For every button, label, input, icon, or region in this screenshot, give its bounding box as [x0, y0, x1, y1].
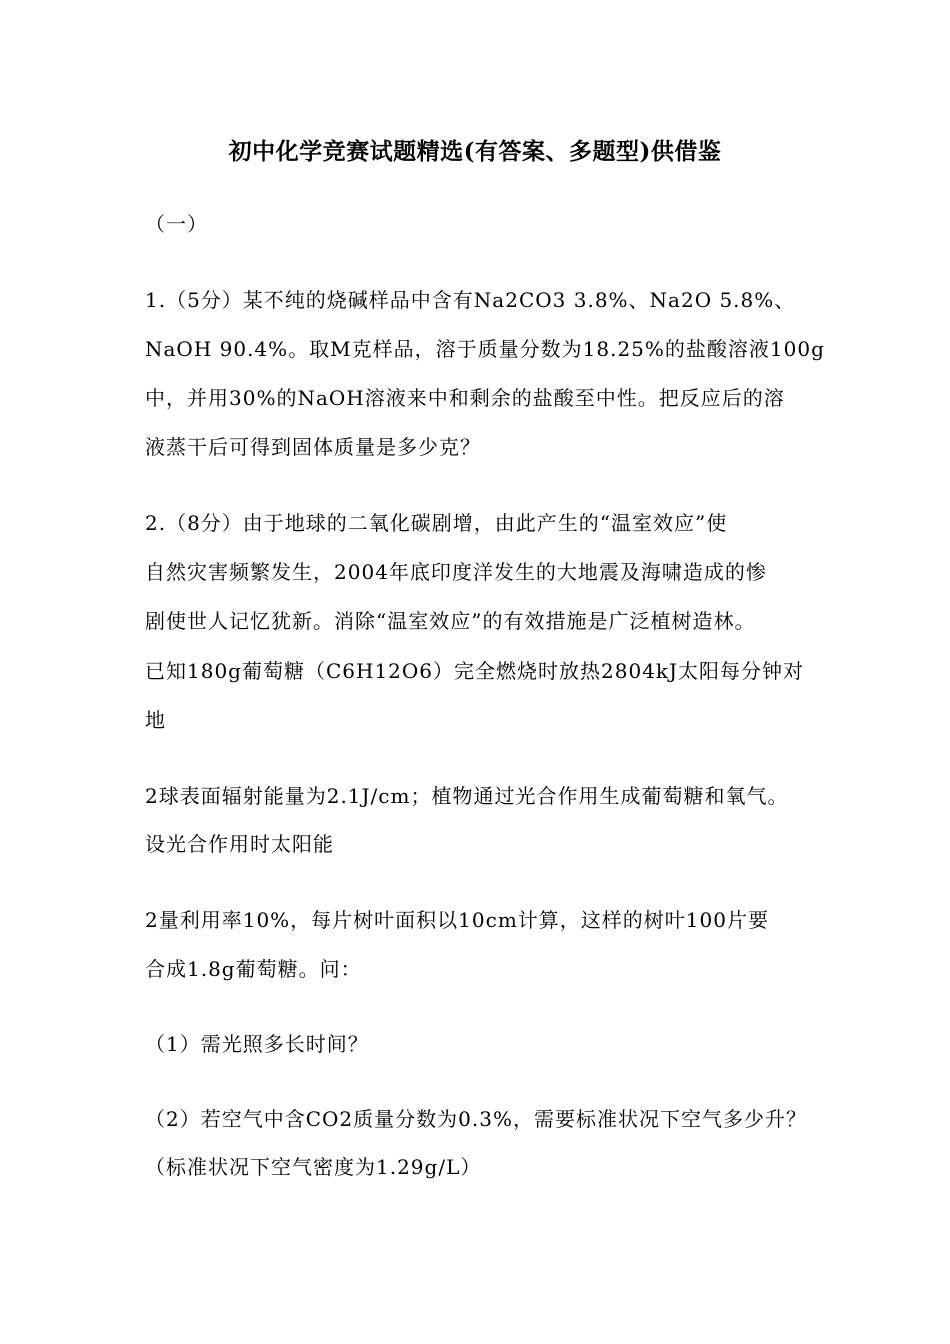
question-2-sub-1: （1）需光照多长时间？: [145, 1032, 369, 1056]
question-2-sub-2-note: （标准状况下空气密度为1.29g/L）: [145, 1155, 482, 1179]
question-2-line-2: 自然灾害频繁发生，2004年底印度洋发生的大地震及海啸造成的惨: [145, 560, 767, 584]
question-2-line-4: 已知180g葡萄糖（C6H12O6）完全燃烧时放热2804kJ太阳每分钟对: [145, 659, 805, 683]
document-title: 初中化学竞赛试题精选(有答案、多题型)供借鉴: [228, 138, 722, 165]
question-1-line-2: NaOH 90.4%。取M克样品，溶于质量分数为18.25%的盐酸溶液100g: [145, 337, 825, 361]
question-1-line-3: 中，并用30%的NaOH溶液来中和剩余的盐酸至中性。把反应后的溶: [145, 386, 785, 410]
question-2-line-9: 合成1.8g葡萄糖。问：: [145, 957, 362, 981]
question-2-line-3: 剧使世人记忆犹新。消除“温室效应”的有效措施是广泛植树造林。: [145, 609, 756, 633]
question-2-line-1: 2.（8分）由于地球的二氧化碳剧增，由此产生的“温室效应”使: [145, 511, 728, 535]
question-2-line-5: 地: [145, 708, 166, 732]
question-2-sub-2: （2）若空气中含CO2质量分数为0.3%，需要标准状况下空气多少升？: [145, 1107, 807, 1131]
question-1-line-1: 1.（5分）某不纯的烧碱样品中含有Na2CO3 3.8%、Na2O 5.8%、: [145, 288, 796, 312]
section-heading: （一）: [145, 212, 208, 236]
question-1-line-4: 液蒸干后可得到固体质量是多少克？: [145, 435, 481, 459]
question-2-line-7: 设光合作用时太阳能: [145, 832, 334, 856]
question-2-line-8: 2量利用率10%，每片树叶面积以10cm计算，这样的树叶100片要: [145, 908, 769, 932]
question-2-line-6: 2球表面辐射能量为2.1J/cm；植物通过光合作用生成葡萄糖和氧气。: [145, 784, 789, 808]
